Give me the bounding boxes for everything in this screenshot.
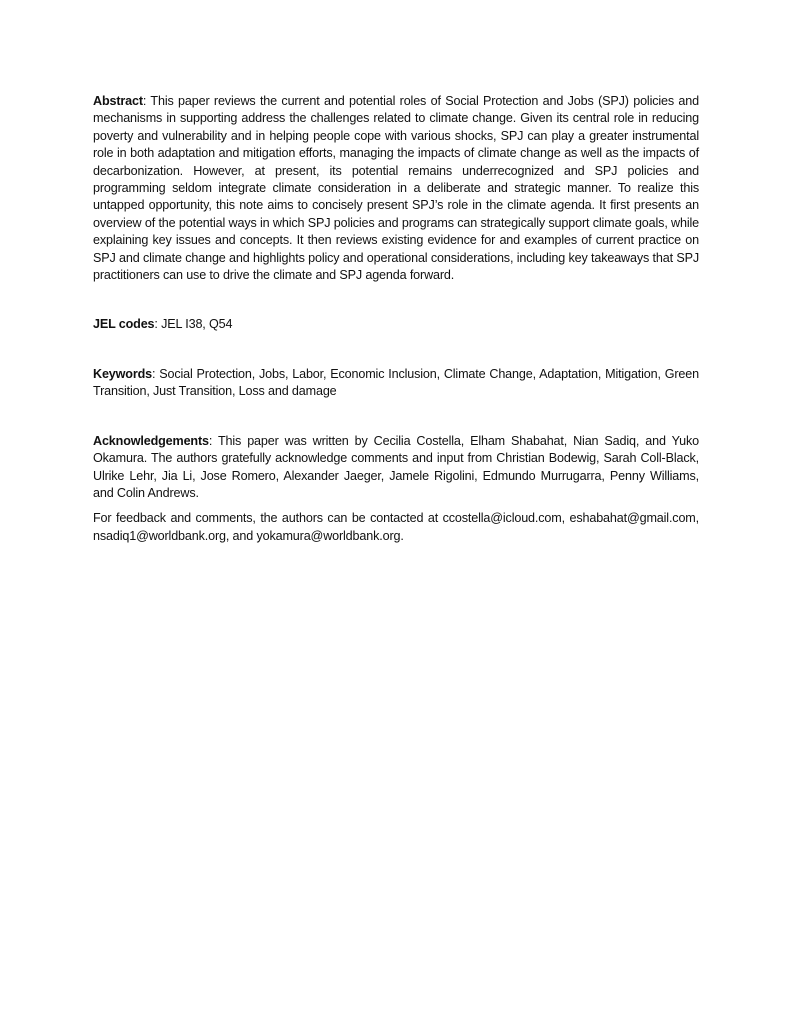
jel-codes-label: JEL codes <box>93 317 155 332</box>
jel-codes-paragraph <box>93 316 699 333</box>
acknowledgements-label: Acknowledgements <box>93 433 209 448</box>
keywords-label: Keywords <box>93 366 152 381</box>
spacer <box>93 401 699 433</box>
spacer <box>93 334 699 366</box>
page-content <box>93 93 699 545</box>
jel-codes-text: : JEL I38, Q54 <box>154 317 233 332</box>
acknowledgements-text: : This paper was written by Cecilia Costella, Elham Shabahat, Nian Sadiq, and Yuko Okamura. The authors gratefully acknowledge comments and input from Christian Bodewig, Sarah Coll-Black, Ulrike Lehr, Jia Li, Jose Romero, Alexander Jaeger, Jamele Rigolini, Edmundo Murrugarra, Penny Williams, and Colin Andrews. <box>93 433 699 500</box>
spacer <box>93 502 699 510</box>
spacer <box>93 284 699 316</box>
abstract-paragraph <box>93 93 699 284</box>
keywords-text: : Social Protection, Jobs, Labor, Economic Inclusion, Climate Change, Adaptation, Mitigation, Green Transition, Just Transition, Loss and damage <box>93 366 699 399</box>
abstract-text: : This paper reviews the current and potential roles of Social Protection and Jobs (SPJ) policies and mechanisms in supporting address the challenges related to climate change. Given its central role in reducing poverty and vulnerability and in helping people cope with various shocks, SPJ can play a greater instrumental role in both adaptation and mitigation efforts, managing the impacts of climate change as well as the impacts of decarbonization. However, at present, its potential remains underrecognized and SPJ policies and programming seldom integrate climate consideration in a deliberate and strategic manner. To realize this untapped opportunity, this note aims to concisely present SPJ’s role in the climate agenda. It first presents an overview of the potential ways in which SPJ policies and programs can strategically support climate goals, while explaining key issues and concepts. It then reviews existing evidence for and examples of current practice on SPJ and climate change and highlights policy and operational considerations, including key takeaways that SPJ practitioners can use to drive the climate and SPJ agenda forward. <box>93 94 699 283</box>
acknowledgements-paragraph <box>93 433 699 503</box>
abstract-label: Abstract <box>93 94 143 108</box>
contact-text: For feedback and comments, the authors can be contacted at ccostella@icloud.com, eshabahat@gmail.com, nsadiq1@worldbank.org, and yokamura@worldbank.org. <box>93 511 699 543</box>
contact-paragraph <box>93 510 699 545</box>
keywords-paragraph <box>93 366 699 401</box>
